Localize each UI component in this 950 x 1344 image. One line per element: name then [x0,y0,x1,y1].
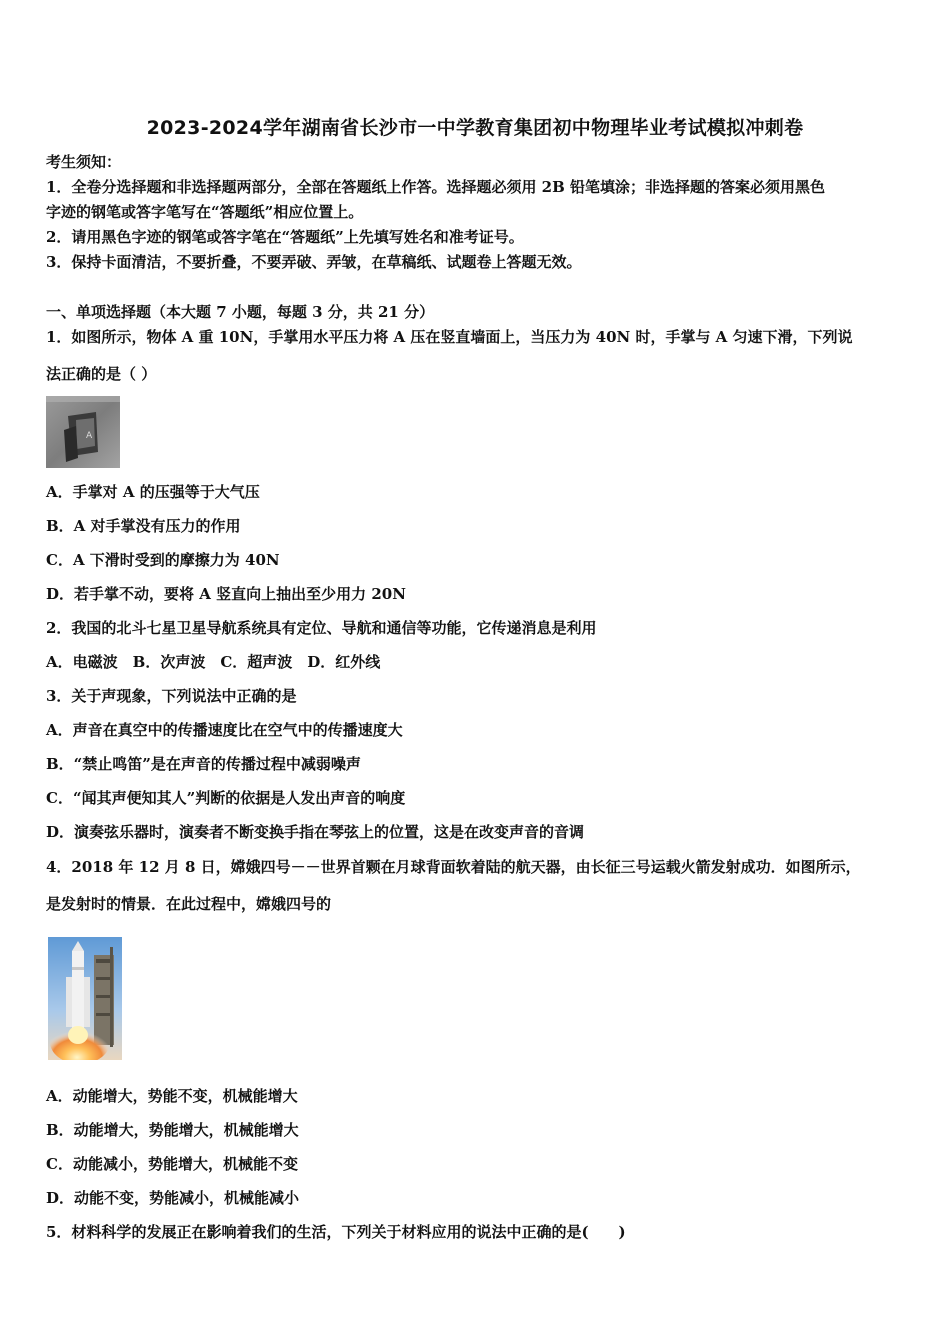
page-title: 2023-2024学年湖南省长沙市一中学教育集团初中物理毕业考试模拟冲刺卷 [146,117,804,139]
question-2-stem: 2．我国的北斗七星卫星导航系统具有定位、导航和通信等功能，它传递消息是利用 [46,619,597,637]
question-1-option-a: A．手掌对 A 的压强等于大气压 [46,483,260,501]
section-heading: 一、单项选择题（本大题 7 小题，每题 3 分，共 21 分） [46,303,435,321]
question-5-stem: 5．材料科学的发展正在影响着我们的生活，下列关于材料应用的说法中正确的是( ) [46,1223,626,1241]
question-1-figure [46,396,120,468]
notice-heading: 考生须知： [46,153,122,171]
question-2-options: A．电磁波 B．次声波 C．超声波 D．红外线 [46,653,381,671]
question-1-option-b: B．A 对手掌没有压力的作用 [46,517,241,535]
question-4-stem-cont: 是发射时的情景．在此过程中，嫦娥四号的 [46,895,332,913]
question-4-option-a: A．动能增大，势能不变，机械能增大 [46,1087,298,1105]
question-3-option-d: D．演奏弦乐器时，演奏者不断变换手指在琴弦上的位置，这是在改变声音的音调 [46,823,585,841]
question-4-option-b: B．动能增大，势能增大，机械能增大 [46,1121,299,1139]
question-3-option-c: C．“闻其声便知其人”判断的依据是人发出声音的响度 [46,789,406,807]
notice-item-3: 3．保持卡面清洁，不要折叠，不要弄破、弄皱，在草稿纸、试题卷上答题无效。 [46,253,582,271]
figure-label: A [86,431,93,441]
notice-item-2: 2．请用黑色字迹的钢笔或答字笔在“答题纸”上先填写姓名和准考证号。 [46,228,524,246]
notice-item-1-cont: 字迹的钢笔或答字笔写在“答题纸”相应位置上。 [46,203,364,221]
question-1-stem: 1．如图所示，物体 A 重 10N，手掌用水平压力将 A 压在竖直墙面上，当压力为 40N 时，手掌与 A 匀速下滑，下列说 [46,328,853,346]
question-3-stem: 3．关于声现象，下列说法中正确的是 [46,687,297,705]
question-4-stem: 4．2018 年 12 月 8 日，嫦娥四号－－世界首颗在月球背面软着陆的航天器，由长征三号运载火箭发射成功．如图所示， [46,858,861,876]
question-4-option-c: C．动能减小，势能增大，机械能不变 [46,1155,298,1173]
question-3-option-a: A．声音在真空中的传播速度比在空气中的传播速度大 [46,721,403,739]
question-1-option-c: C．A 下滑时受到的摩擦力为 40N [46,551,280,569]
rocket-launch-figure [48,937,122,1060]
notice-item-1: 1．全卷分选择题和非选择题两部分，全部在答题纸上作答。选择题必须用 2B 铅笔填涂；非选择题的答案必须用黑色 [46,178,826,196]
question-1-option-d: D．若手掌不动，要将 A 竖直向上抽出至少用力 20N [46,585,406,603]
question-3-option-b: B．“禁止鸣笛”是在声音的传播过程中减弱噪声 [46,755,361,773]
question-1-stem-cont: 法正确的是（ ） [46,365,157,383]
question-4-option-d: D．动能不变，势能减小，机械能减小 [46,1189,300,1207]
